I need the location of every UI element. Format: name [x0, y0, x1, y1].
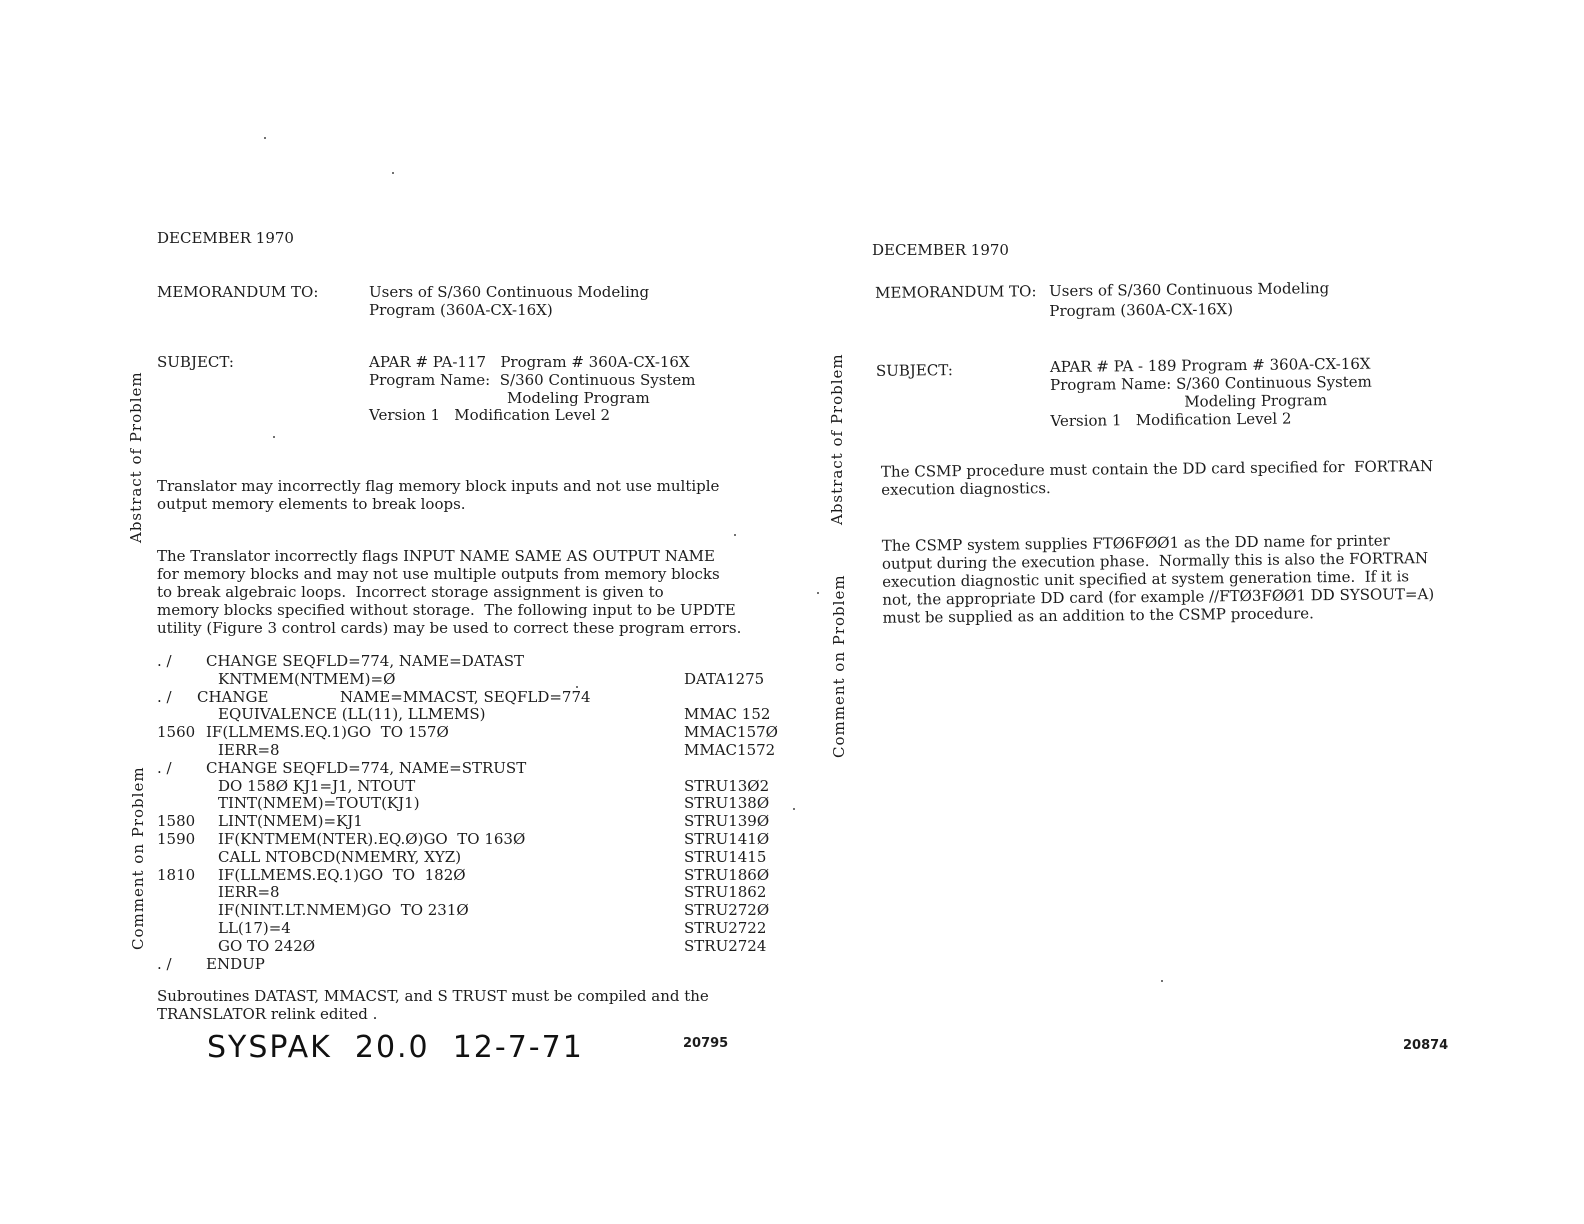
right-memo-to-line-2: Program (360A-CX-16X) — [1049, 300, 1234, 321]
code-sequence-id: MMAC 152 — [684, 705, 771, 724]
code-sequence-id: STRU2722 — [684, 919, 767, 937]
handwritten-annotation: SYSPAK 20.0 12-7-71 — [207, 1030, 584, 1065]
scan-speck — [392, 172, 394, 174]
right-subject-line-3: Modeling Program — [1184, 391, 1328, 411]
code-sequence-id: STRU13Ø2 — [684, 776, 770, 795]
code-sequence-id: STRU139Ø — [684, 812, 770, 831]
scan-speck — [576, 686, 578, 688]
right-subject-line-2: Program Name: S/360 Continuous System — [1049, 372, 1372, 395]
right-comment-text: The CSMP system supplies FTØ6FØØ1 as the DD name for printer output during the execution phase. Normally this is also the FORTRAN execution diagnostic unit specified at system generation time. If it is not, the appropriate DD card (for example //FTØ3FØØ1 DD SYSOUT=A) must be supplied as an addition to the CSMP procedure. — [881, 531, 1435, 627]
code-statement: LL(17)=4 — [218, 919, 291, 937]
left-date: DECEMBER 1970 — [157, 229, 294, 247]
code-line-number: . / — [157, 652, 172, 670]
scan-speck — [793, 808, 795, 810]
code-statement: IERR=8 — [218, 741, 280, 759]
code-statement: GO TO 242Ø — [218, 936, 316, 955]
code-statement: TINT(NMEM)=TOUT(KJ1) — [218, 794, 420, 813]
right-date: DECEMBER 1970 — [872, 241, 1009, 259]
scan-speck — [1161, 980, 1163, 982]
right-memo-to-line-1: Users of S/360 Continuous Modeling — [1049, 279, 1330, 301]
left-comment-side-label: Comment on Problem — [129, 766, 147, 950]
code-statement: IF(LLMEMS.EQ.1)GO TO 182Ø — [218, 865, 466, 884]
right-subject-line-1: APAR # PA - 189 Program # 360A-CX-16X — [1049, 354, 1371, 377]
left-comment-text: The Translator incorrectly flags INPUT NAME SAME AS OUTPUT NAME for memory blocks and may not use multiple outputs from memory blocks to break algebraic loops. Incorrect storage assignment is given to memory blocks specified without storage. The following input to be UPDTE utility (Figure 3 control cards) may be used to correct these program errors. — [157, 547, 742, 637]
right-subject-line-4: Version 1 Modification Level 2 — [1050, 409, 1292, 431]
code-statement: IERR=8 — [218, 883, 280, 902]
code-statement: LINT(NMEM)=KJ1 — [218, 812, 363, 831]
left-abstract-side-label: Abstract of Problem — [127, 371, 145, 543]
code-sequence-id: STRU138Ø — [684, 794, 770, 813]
left-subject-label: SUBJECT: — [157, 353, 234, 371]
right-page-number: 20874 — [1403, 1038, 1449, 1053]
code-statement: IF(KNTMEM(NTER).EQ.Ø)GO TO 163Ø — [218, 830, 526, 848]
code-statement: DO 158Ø KJ1=J1, NTOUT — [218, 776, 416, 795]
code-sequence-id: DATA1275 — [684, 669, 765, 688]
left-page-number: 20795 — [683, 1036, 729, 1051]
code-line-number: 1580 — [157, 812, 196, 831]
left-subject-line-2: Program Name: S/360 Continuous System — [369, 371, 696, 389]
code-statement: CHANGE SEQFLD=774, NAME=DATAST — [206, 652, 525, 670]
right-comment-side-label: Comment on Problem — [830, 574, 848, 758]
left-memo-to-line-1: Users of S/360 Continuous Modeling — [369, 283, 650, 301]
code-sequence-id: STRU1415 — [684, 847, 767, 866]
right-abstract-text: The CSMP procedure must contain the DD card specified for FORTRAN execution diagnostics. — [880, 457, 1434, 499]
code-line-number: . / — [157, 758, 172, 777]
code-sequence-id: STRU186Ø — [684, 865, 770, 884]
left-abstract-text: Translator may incorrectly flag memory block inputs and not use multiple output memory elements to break loops. — [157, 477, 720, 513]
right-subject-label: SUBJECT: — [875, 361, 953, 380]
left-subject-line-1: APAR # PA-117 Program # 360A-CX-16X — [369, 353, 690, 371]
right-abstract-side-label: Abstract of Problem — [828, 353, 846, 525]
scan-speck — [734, 534, 736, 536]
code-sequence-id: STRU141Ø — [684, 830, 770, 848]
code-sequence-id: STRU1862 — [684, 883, 767, 902]
right-memo-label: MEMORANDUM TO: — [875, 282, 1037, 302]
code-statement: EQUIVALENCE (LL(11), LLMEMS) — [218, 705, 486, 724]
code-line-number: 1810 — [157, 865, 196, 884]
code-sequence-id: STRU2724 — [684, 936, 767, 955]
left-subject-line-4: Version 1 Modification Level 2 — [369, 406, 611, 424]
code-line-number: . / — [157, 954, 172, 973]
code-line-number: 1590 — [157, 830, 196, 848]
left-memo-to-line-2: Program (360A-CX-16X) — [369, 301, 553, 319]
scan-speck — [264, 137, 266, 139]
code-statement: KNTMEM(NTMEM)=Ø — [218, 669, 396, 688]
code-statement: CALL NTOBCD(NMEMRY, XYZ) — [218, 847, 462, 866]
code-statement: ENDUP — [206, 954, 265, 973]
code-line-number: . / — [157, 687, 172, 706]
scan-speck — [273, 436, 275, 438]
scan-speck — [817, 592, 819, 594]
code-statement: CHANGE NAME=MMACST, SEQFLD=774 — [197, 687, 591, 706]
code-statement: CHANGE SEQFLD=774, NAME=STRUST — [206, 758, 527, 777]
left-closing-text: Subroutines DATAST, MMACST, and S TRUST must be compiled and the TRANSLATOR relink edited . — [157, 987, 709, 1023]
code-sequence-id: STRU272Ø — [684, 901, 770, 920]
code-sequence-id: MMAC1572 — [684, 741, 776, 759]
left-subject-line-3: Modeling Program — [507, 389, 650, 407]
left-memo-label: MEMORANDUM TO: — [157, 283, 319, 301]
code-sequence-id: MMAC157Ø — [684, 723, 778, 742]
code-line-number: 1560 — [157, 723, 196, 742]
code-statement: IF(NINT.LT.NMEM)GO TO 231Ø — [218, 901, 469, 920]
code-statement: IF(LLMEMS.EQ.1)GO TO 157Ø — [206, 723, 449, 742]
